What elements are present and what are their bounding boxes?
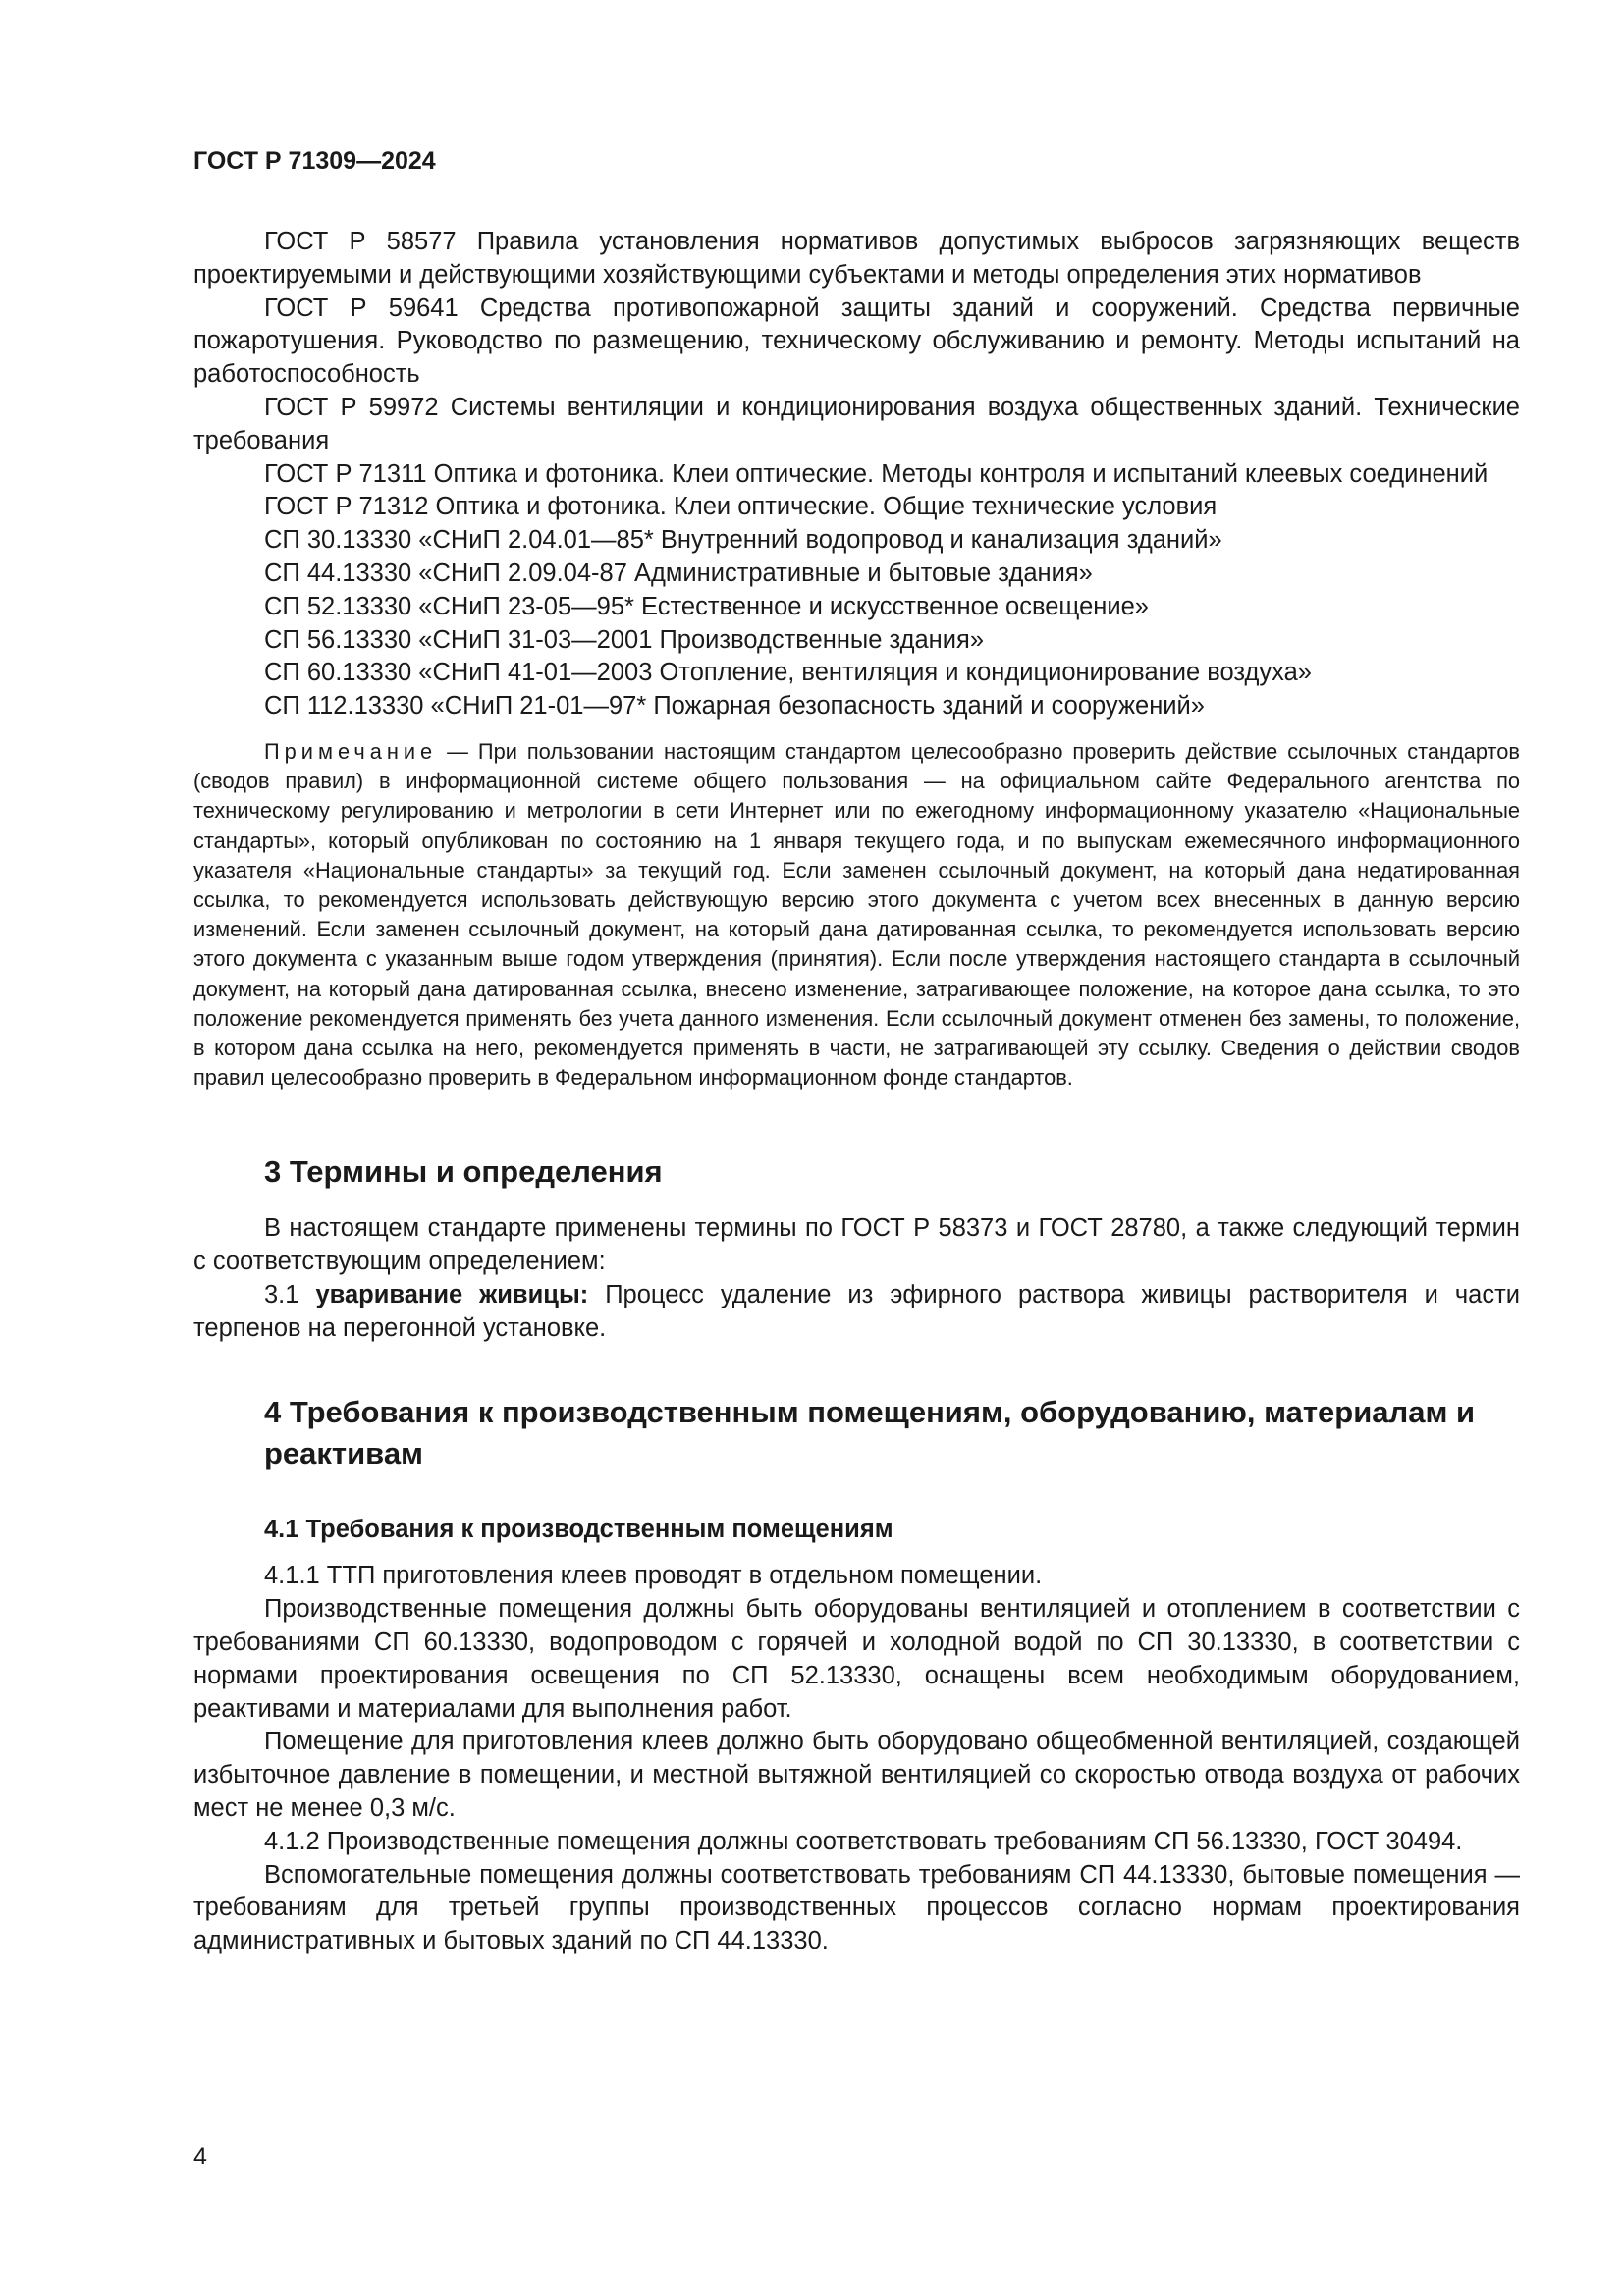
reference-item: СП 52.13330 «СНиП 23-05—95* Естественное и искусственное освещение» bbox=[264, 592, 1149, 620]
reference-item: ГОСТ Р 59972 Системы вентиляции и кондиционирования воздуха общественных зданий. Технические требования bbox=[193, 393, 1520, 454]
section-4-paragraph: 4.1.1 ТТП приготовления клеев проводят в отдельном помещении. bbox=[264, 1562, 1043, 1590]
document-body bbox=[193, 226, 1520, 1958]
note-paragraph bbox=[193, 737, 1520, 1093]
reference-item: СП 112.13330 «СНиП 21-01—97* Пожарная безопасность зданий и сооружений» bbox=[264, 692, 1205, 721]
section-4-heading: 4 Требования к производственным помещениям, оборудованию, материалам и реактивам bbox=[264, 1394, 1476, 1470]
term-number: 3.1 bbox=[264, 1280, 316, 1308]
reference-item: СП 30.13330 «СНиП 2.04.01—85* Внутренний водопровод и канализация зданий» bbox=[264, 526, 1222, 555]
section-3-intro: В настоящем стандарте применены термины по ГОСТ Р 58373 и ГОСТ 28780, а также следующий термин с соответствующим определением: bbox=[193, 1214, 1520, 1276]
section-4-paragraph: Производственные помещения должны быть оборудованы вентиляцией и отоплением в соответствии с требованиями СП 60.13330, водопроводом с горячей и холодной водой по СП 30.13330, в соответствии с нормами проектирования освещения по СП 52.13330, оснащены всем необходимым оборудованием, реактивами и материалами для выполнения работ. bbox=[193, 1595, 1520, 1723]
reference-item: ГОСТ Р 59641 Средства противопожарной защиты зданий и сооружений. Средства первичные пожаротушения. Руководство по размещению, техническому обслуживанию и ремонту. Методы испытаний на работоспособность bbox=[193, 294, 1520, 389]
reference-item: СП 44.13330 «СНиП 2.09.04-87 Административные и бытовые здания» bbox=[264, 559, 1093, 587]
note-label: Примечание bbox=[264, 738, 438, 764]
section-4-paragraph: Вспомогательные помещения должны соответствовать требованиям СП 44.13330, бытовые помещения — требованиям для третьей группы производственных процессов согласно нормам проектирования административных и бытовых зданий по СП 44.13330. bbox=[193, 1860, 1520, 1955]
section-4-paragraph: 4.1.2 Производственные помещения должны соответствовать требованиям СП 56.13330, ГОСТ 30494. bbox=[264, 1827, 1463, 1855]
term-definition-text: Процесс удаление из эфирного раствора живицы растворителя и части терпенов на перегонной установке. bbox=[193, 1280, 1520, 1342]
normative-references-list bbox=[193, 226, 1520, 723]
reference-item: ГОСТ Р 71311 Оптика и фотоника. Клеи оптические. Методы контроля и испытаний клеевых соединений bbox=[264, 459, 1489, 488]
reference-item: СП 60.13330 «СНиП 41-01—2003 Отопление, вентиляция и кондиционирование воздуха» bbox=[264, 659, 1312, 687]
reference-item: СП 56.13330 «СНиП 31-03—2001 Производственные здания» bbox=[264, 625, 985, 654]
reference-item: ГОСТ Р 71312 Оптика и фотоника. Клеи оптические. Общие технические условия bbox=[264, 493, 1218, 521]
section-3-heading: 3 Термины и определения bbox=[264, 1154, 663, 1190]
page-number: 4 bbox=[193, 2143, 207, 2170]
reference-item: ГОСТ Р 58577 Правила установления нормативов допустимых выбросов загрязняющих веществ проектируемыми и действующими хозяйствующими субъектами и методы определения этих нормативов bbox=[193, 228, 1520, 289]
section-4-paragraph: Помещение для приготовления клеев должно быть оборудовано общеобменной вентиляцией, создающей избыточное давление в помещении, и местной вытяжной вентиляцией со скоростью отвода воздуха от рабочих мест не менее 0,3 м/с. bbox=[193, 1728, 1520, 1822]
term-definition bbox=[193, 1279, 1520, 1346]
subsection-4-1-heading: 4.1 Требования к производственным помещениям bbox=[264, 1515, 893, 1543]
note-text: — При пользовании настоящим стандартом целесообразно проверить действие ссылочных стандартов (сводов правил) в информационной системе общего пользования — на официальном сайте Федерального агентства по техническому регулированию и метрологии в сети Интернет или по ежегодному информационному указателю «Национальные стандарты», который опубликован по состоянию на 1 января текущего года, и по выпускам ежемесячного информационного указателя «Национальные стандарты» за текущий год. Если заменен ссылочный документ, на который дана недатированная ссылка, то рекомендуется использовать действующую версию этого документа с учетом всех внесенных в данную версию изменений. Если заменен ссылочный документ, на который дана датированная ссылка, то рекомендуется использовать версию этого документа с указанным выше годом утверждения (принятия). Если после утверждения настоящего стандарта в ссылочный документ, на который дана датированная ссылка, внесено изменение, затрагивающее положение, на которое дана ссылка, то это положение рекомендуется применять без учета данного изменения. Если ссылочный документ отменен без замены, то положение, в котором дана ссылка на него, рекомендуется применять в части, не затрагивающей эту ссылку. Сведения о действии сводов правил целесообразно проверить в Федеральном информационном фонде стандартов. bbox=[193, 738, 1520, 1091]
document-header: ГОСТ Р 71309—2024 bbox=[193, 147, 436, 175]
term-name: уваривание живицы: bbox=[315, 1280, 589, 1308]
